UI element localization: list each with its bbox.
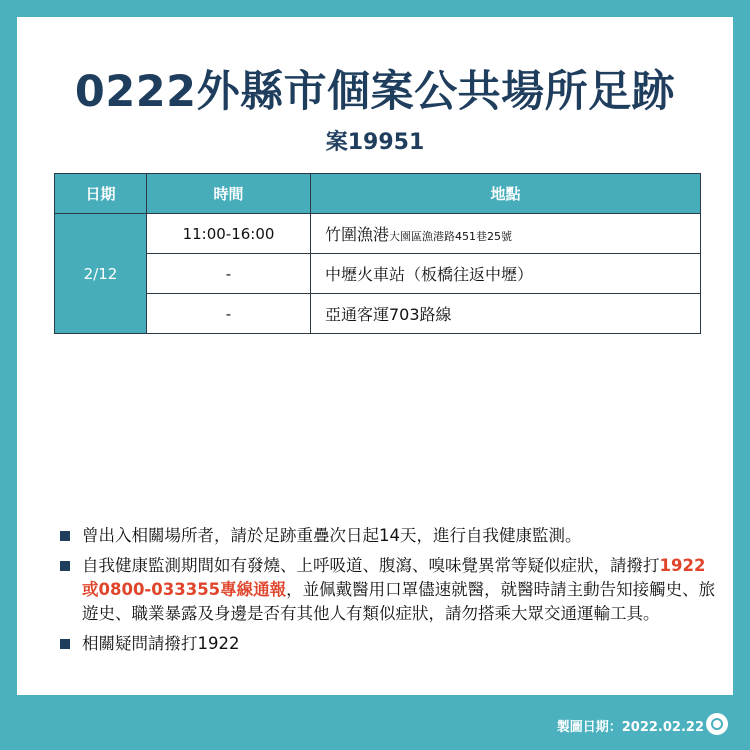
production-date: 製圖日期：2022.02.22 (556, 720, 704, 735)
place-address: 大園區漁港路451巷25號 (389, 230, 513, 243)
note-text: 自我健康監測期間如有發燒、上呼吸道、腹瀉、嗅味覺異常等疑似症狀，請撥打 (82, 556, 660, 575)
header-time: 時間 (147, 174, 311, 214)
place-cell (311, 214, 701, 254)
notes-list (58, 524, 718, 662)
note-item (58, 524, 718, 548)
taoyuan-city-seal-icon (706, 713, 728, 735)
header-place: 地點 (311, 174, 701, 214)
square-bullet-icon (60, 531, 70, 541)
square-bullet-icon (60, 639, 70, 649)
note-item (58, 554, 718, 626)
place-cell (311, 294, 701, 334)
table-row (55, 294, 701, 334)
time-cell: - (147, 294, 311, 334)
case-label: 案19951 (325, 130, 425, 155)
place-cell (311, 254, 701, 294)
time-cell: 11:00-16:00 (147, 214, 311, 254)
place-name: 竹圍漁港 (325, 225, 390, 244)
table-header-row (55, 174, 701, 214)
time-cell: - (147, 254, 311, 294)
date-cell: 2/12 (55, 214, 147, 334)
square-bullet-icon (60, 561, 70, 571)
table-row (55, 254, 701, 294)
header-date: 日期 (55, 174, 147, 214)
footprint-table (54, 173, 701, 334)
page-title: 0222外縣市個案公共場所足跡 (74, 67, 676, 117)
note-text: 相關疑問請撥打1922 (82, 634, 240, 653)
place-name: 中壢火車站（板橋往返中壢） (325, 265, 534, 284)
hotline-highlight: 1922或0800-033355專線通報 (82, 556, 706, 599)
note-item (58, 632, 718, 656)
note-text: 曾出入相關場所者，請於足跡重疊次日起14天，進行自我健康監測。 (82, 526, 582, 545)
note-text: ，並佩戴醫用口罩儘速就醫，就醫時請主動告知接觸史、旅遊史、職業暴露及身邊是否有其他人有類似症狀，請勿搭乘大眾交通運輸工具。 (82, 580, 716, 623)
table-row (55, 214, 701, 254)
place-name: 亞通客運703路線 (325, 305, 452, 324)
